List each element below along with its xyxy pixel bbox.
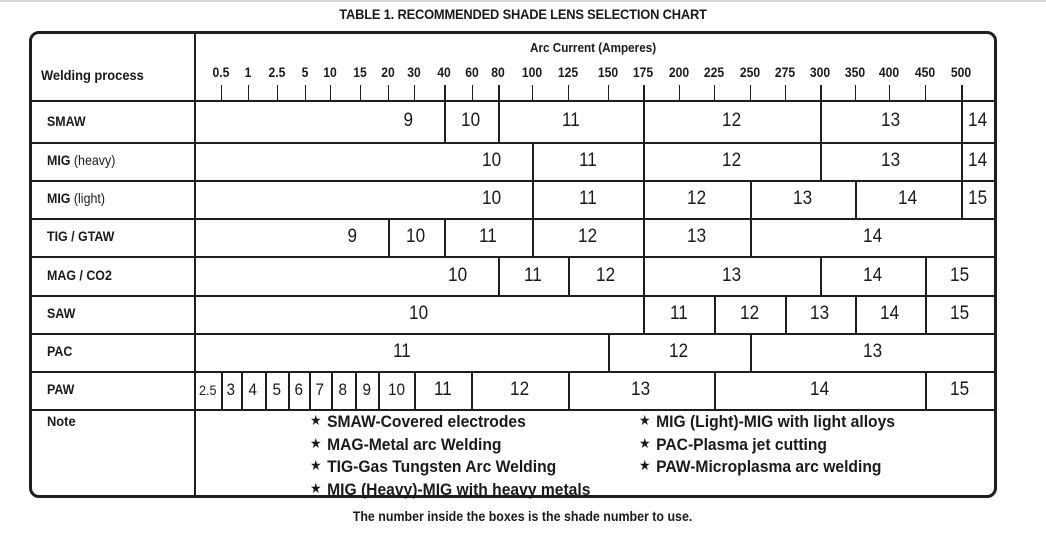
tick-label: 30 xyxy=(407,65,421,80)
cell-divider xyxy=(532,142,534,180)
shade-cell: 15 xyxy=(968,188,988,209)
cell-divider xyxy=(714,295,716,333)
shade-cell: 12 xyxy=(686,188,707,209)
tick-label: 100 xyxy=(521,65,543,80)
major-tick xyxy=(444,85,446,101)
tick-label: 350 xyxy=(844,65,866,80)
tick-mark xyxy=(532,85,533,100)
cell-divider xyxy=(265,371,267,409)
cell-divider xyxy=(532,218,534,256)
tick-label: 200 xyxy=(668,65,690,80)
shade-cell: 11 xyxy=(479,226,497,247)
shade-cell: 10 xyxy=(387,380,405,399)
shade-cell: 15 xyxy=(950,303,970,324)
row-label-pac: PAC xyxy=(47,344,73,359)
tick-mark xyxy=(472,85,473,100)
shade-cell: 9 xyxy=(347,226,358,247)
shade-cell: 10 xyxy=(406,226,426,247)
footer-caption: The number inside the boxes is the shade number to use. xyxy=(353,509,693,524)
cell-divider xyxy=(820,142,822,180)
shade-cell: 14 xyxy=(809,379,830,400)
tick-mark xyxy=(305,85,306,100)
shade-cell: 11 xyxy=(433,379,452,400)
shade-cell: 13 xyxy=(862,341,883,362)
cell-divider xyxy=(378,371,380,409)
major-tick xyxy=(643,85,645,101)
shade-cell: 11 xyxy=(578,188,597,209)
shade-cell: 3 xyxy=(226,380,236,399)
cell-divider xyxy=(221,371,223,409)
shade-cell: 6 xyxy=(294,380,303,399)
cell-divider xyxy=(961,180,963,218)
note-item: ★ PAW-Microplasma arc welding xyxy=(639,457,882,476)
shade-cell: 9 xyxy=(403,110,414,131)
shade-cell: 13 xyxy=(686,226,707,247)
cell-divider xyxy=(643,100,645,142)
cell-divider xyxy=(750,218,752,256)
shade-cell: 10 xyxy=(461,110,481,131)
tick-mark xyxy=(388,85,389,100)
shade-cell: 14 xyxy=(968,150,988,171)
shade-cell: 13 xyxy=(880,110,901,131)
shade-cell: 12 xyxy=(577,226,598,247)
table-title: TABLE 1. RECOMMENDED SHADE LENS SELECTION CHART xyxy=(339,6,707,22)
top-rule xyxy=(0,0,1046,2)
star-icon: ★ xyxy=(310,457,322,473)
cell-divider xyxy=(750,333,752,371)
tick-label: 40 xyxy=(437,65,451,80)
tick-mark xyxy=(277,85,278,100)
tick-mark xyxy=(221,85,222,100)
tick-mark xyxy=(248,85,249,100)
shade-cell: 14 xyxy=(968,110,988,131)
shade-cell: 8 xyxy=(338,380,348,399)
major-tick xyxy=(498,85,500,101)
cell-divider xyxy=(925,295,927,333)
tick-label: 10 xyxy=(323,65,337,80)
tick-label: 500 xyxy=(950,65,972,80)
tick-mark xyxy=(360,85,361,100)
tick-label: 60 xyxy=(465,65,479,80)
shade-cell: 13 xyxy=(792,188,813,209)
tick-mark xyxy=(785,85,786,100)
shade-cell: 13 xyxy=(810,303,830,324)
shade-cell: 14 xyxy=(880,303,900,324)
note-item: ★ MIG (Light)-MIG with light alloys xyxy=(639,412,896,431)
tick-label: 2.5 xyxy=(268,65,286,80)
star-icon: ★ xyxy=(639,457,651,473)
cell-divider xyxy=(643,142,645,180)
cell-divider xyxy=(498,100,500,142)
major-tick xyxy=(820,85,822,101)
tick-mark xyxy=(750,85,751,100)
note-label: Note xyxy=(47,413,76,429)
welding-process-header: Welding process xyxy=(41,67,144,83)
shade-cell: 10 xyxy=(447,264,467,286)
cell-divider xyxy=(643,295,645,333)
row-label-mig-light: MIG (light) xyxy=(47,191,105,206)
row-label-smaw: SMAW xyxy=(47,114,86,129)
shade-cell: 10 xyxy=(409,303,429,324)
row-label-mag-co2: MAG / CO2 xyxy=(47,268,112,283)
note-item: ★ TIG-Gas Tungsten Arc Welding xyxy=(310,457,557,476)
cell-divider xyxy=(471,371,473,409)
note-item: ★ MIG (Heavy)-MIG with heavy metals xyxy=(310,479,591,499)
tick-label: 15 xyxy=(353,65,367,80)
cell-divider xyxy=(414,371,416,409)
tick-label: 300 xyxy=(809,65,831,80)
cell-divider xyxy=(714,371,716,409)
tick-mark xyxy=(889,85,890,100)
cell-divider xyxy=(643,218,645,256)
shade-cell: 13 xyxy=(721,264,742,286)
star-icon: ★ xyxy=(639,412,651,428)
shade-cell: 15 xyxy=(950,264,970,286)
shade-cell: 11 xyxy=(392,341,411,362)
cell-divider xyxy=(532,180,534,218)
note-item: ★ SMAW-Covered electrodes xyxy=(310,412,526,431)
cell-divider xyxy=(925,256,927,295)
cell-divider xyxy=(961,100,963,142)
cell-divider xyxy=(643,180,645,218)
cell-divider xyxy=(288,371,290,409)
tick-mark xyxy=(414,85,415,100)
cell-divider xyxy=(820,100,822,142)
star-icon: ★ xyxy=(310,479,322,496)
row-label-tig-gtaw: TIG / GTAW xyxy=(47,229,115,244)
star-icon: ★ xyxy=(310,434,322,451)
arc-current-axis-title: Arc Current (Amperes) xyxy=(529,40,657,55)
tick-label: 250 xyxy=(739,65,761,80)
cell-divider xyxy=(643,256,645,295)
shade-cell: 10 xyxy=(481,188,501,209)
tick-label: 225 xyxy=(703,65,725,80)
tick-label: 400 xyxy=(878,65,900,80)
cell-divider xyxy=(355,371,357,409)
tick-mark xyxy=(925,85,926,100)
cell-divider xyxy=(750,180,752,218)
shade-cell: 14 xyxy=(898,188,918,209)
tick-label: 80 xyxy=(491,65,505,80)
cell-divider xyxy=(961,142,963,180)
cell-divider xyxy=(855,180,857,218)
tick-mark xyxy=(330,85,331,100)
shade-cell: 12 xyxy=(721,150,742,171)
tick-label: 125 xyxy=(557,65,579,80)
shade-cell: 11 xyxy=(524,264,542,286)
cell-divider xyxy=(388,218,390,256)
shade-cell: 14 xyxy=(862,264,883,286)
cell-divider xyxy=(925,371,927,409)
shade-cell: 15 xyxy=(950,379,970,400)
tick-label: 5 xyxy=(301,65,309,80)
shade-cell: 13 xyxy=(631,379,651,400)
note-item: ★ PAC-Plasma jet cutting xyxy=(639,434,827,454)
cell-divider xyxy=(444,218,446,256)
shade-cell: 14 xyxy=(862,226,883,247)
star-icon: ★ xyxy=(310,412,322,428)
tick-label: 0.5 xyxy=(212,65,230,80)
shade-cell: 11 xyxy=(561,110,580,131)
shade-cell: 12 xyxy=(595,264,616,286)
cell-divider xyxy=(309,371,311,409)
shade-cell: 12 xyxy=(509,379,530,400)
shade-cell: 12 xyxy=(669,341,689,362)
tick-label: 275 xyxy=(774,65,796,80)
tick-label: 1 xyxy=(244,65,252,80)
shade-cell: 4 xyxy=(248,380,258,399)
shade-cell: 11 xyxy=(669,303,688,324)
row-label-saw: SAW xyxy=(47,306,76,321)
cell-divider xyxy=(820,256,822,295)
shade-cell: 12 xyxy=(739,303,760,324)
cell-divider xyxy=(855,295,857,333)
tick-mark xyxy=(714,85,715,100)
tick-mark xyxy=(568,85,569,100)
tick-mark xyxy=(608,85,609,100)
cell-divider xyxy=(568,371,570,409)
tick-label: 175 xyxy=(632,65,654,80)
shade-cell: 11 xyxy=(578,150,597,171)
tick-label: 150 xyxy=(597,65,619,80)
note-list-left xyxy=(310,411,615,501)
note-item: ★ MAG-Metal arc Welding xyxy=(310,434,502,454)
cell-divider xyxy=(241,371,243,409)
cell-divider xyxy=(331,371,333,409)
tick-mark xyxy=(679,85,680,100)
shade-cell: 12 xyxy=(721,110,742,131)
shade-cell: 13 xyxy=(880,150,901,171)
star-icon: ★ xyxy=(639,434,651,451)
shade-cell: 5 xyxy=(272,380,281,399)
cell-divider xyxy=(568,256,570,295)
cell-divider xyxy=(785,295,787,333)
tick-label: 450 xyxy=(914,65,936,80)
major-tick xyxy=(961,85,963,101)
row-label-paw: PAW xyxy=(47,382,75,397)
shade-cell: 9 xyxy=(362,380,371,399)
row-label-mig-heavy: MIG (heavy) xyxy=(47,153,116,168)
shade-cell: 10 xyxy=(481,150,501,171)
tick-label: 20 xyxy=(381,65,395,80)
note-list-right xyxy=(639,411,917,479)
tick-mark xyxy=(855,85,856,100)
cell-divider xyxy=(608,333,610,371)
shade-cell: 7 xyxy=(315,380,325,399)
cell-divider xyxy=(498,256,500,295)
cell-divider xyxy=(444,100,446,142)
shade-cell: 2.5 xyxy=(199,382,217,398)
